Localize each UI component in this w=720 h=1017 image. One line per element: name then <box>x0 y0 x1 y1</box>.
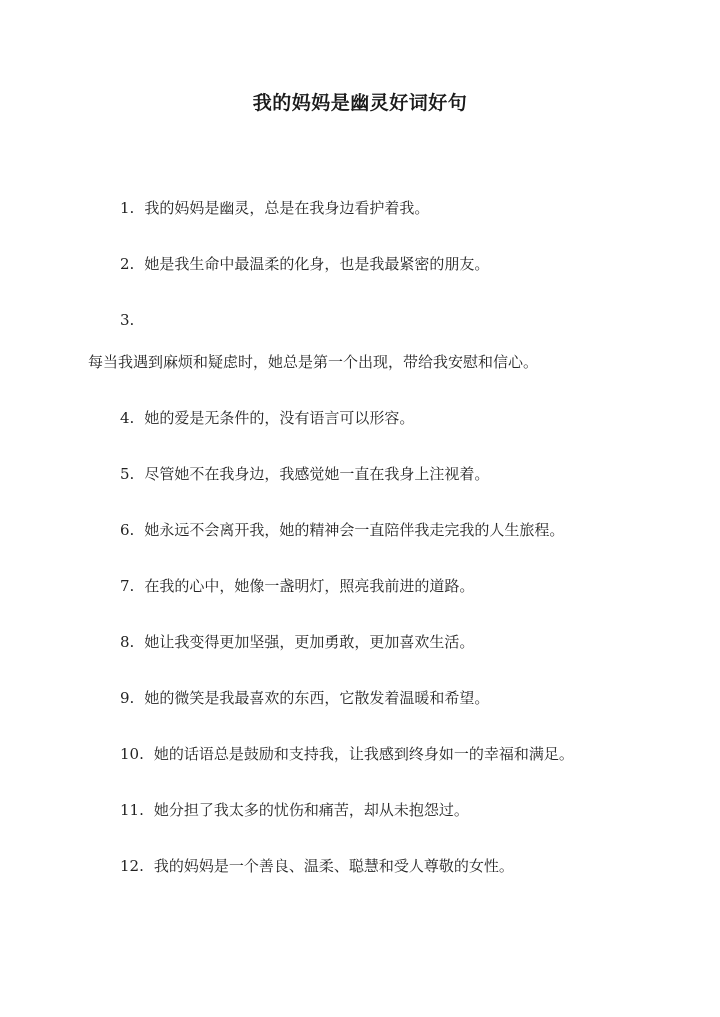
item-number: 12. <box>120 857 144 875</box>
item-text: 每当我遇到麻烦和疑虑时，她总是第一个出现，带给我安慰和信心。 <box>88 353 539 371</box>
item-text: 她的微笑是我最喜欢的东西，它散发着温暖和希望。 <box>144 689 490 707</box>
item-text: 我的妈妈是幽灵，总是在我身边看护着我。 <box>144 199 430 217</box>
item-text: 她是我生命中最温柔的化身，也是我最紧密的朋友。 <box>144 255 490 273</box>
document-title: 我的妈妈是幽灵好词好句 <box>252 92 468 114</box>
item-text: 在我的心中，她像一盏明灯，照亮我前进的道路。 <box>144 577 475 595</box>
item-number: 9. <box>120 689 135 707</box>
item-text: 我的妈妈是一个善良、温柔、聪慧和受人尊敬的女性。 <box>153 857 514 875</box>
item-number: 8. <box>120 633 135 651</box>
item-number: 4. <box>120 409 135 427</box>
list-item <box>120 576 474 596</box>
list-item <box>120 688 489 708</box>
list-item-number-only <box>120 310 134 330</box>
item-number: 10. <box>120 745 144 763</box>
list-item <box>120 464 489 484</box>
list-item <box>120 632 474 652</box>
item-text: 尽管她不在我身边，我感觉她一直在我身上注视着。 <box>144 465 490 483</box>
item-number: 11. <box>120 801 144 819</box>
list-item <box>120 198 429 218</box>
item-number: 1. <box>120 199 135 217</box>
list-item <box>120 856 514 876</box>
list-item <box>120 254 489 274</box>
item-number: 6. <box>120 521 135 539</box>
item-number: 7. <box>120 577 135 595</box>
item-text: 她的话语总是鼓励和支持我，让我感到终身如一的幸福和满足。 <box>153 745 574 763</box>
list-item <box>120 744 574 764</box>
item-text: 她让我变得更加坚强，更加勇敢，更加喜欢生活。 <box>144 633 475 651</box>
list-item <box>120 800 469 820</box>
item-number: 5. <box>120 465 135 483</box>
item-number: 2. <box>120 255 135 273</box>
item-number: 3. <box>120 311 135 329</box>
item-text: 她分担了我太多的忧伤和痛苦，却从未抱怨过。 <box>153 801 469 819</box>
list-item-wrapped-text <box>88 352 538 372</box>
item-text: 她永远不会离开我，她的精神会一直陪伴我走完我的人生旅程。 <box>144 521 565 539</box>
list-item <box>120 408 414 428</box>
item-text: 她的爱是无条件的，没有语言可以形容。 <box>144 409 415 427</box>
list-item <box>120 520 564 540</box>
